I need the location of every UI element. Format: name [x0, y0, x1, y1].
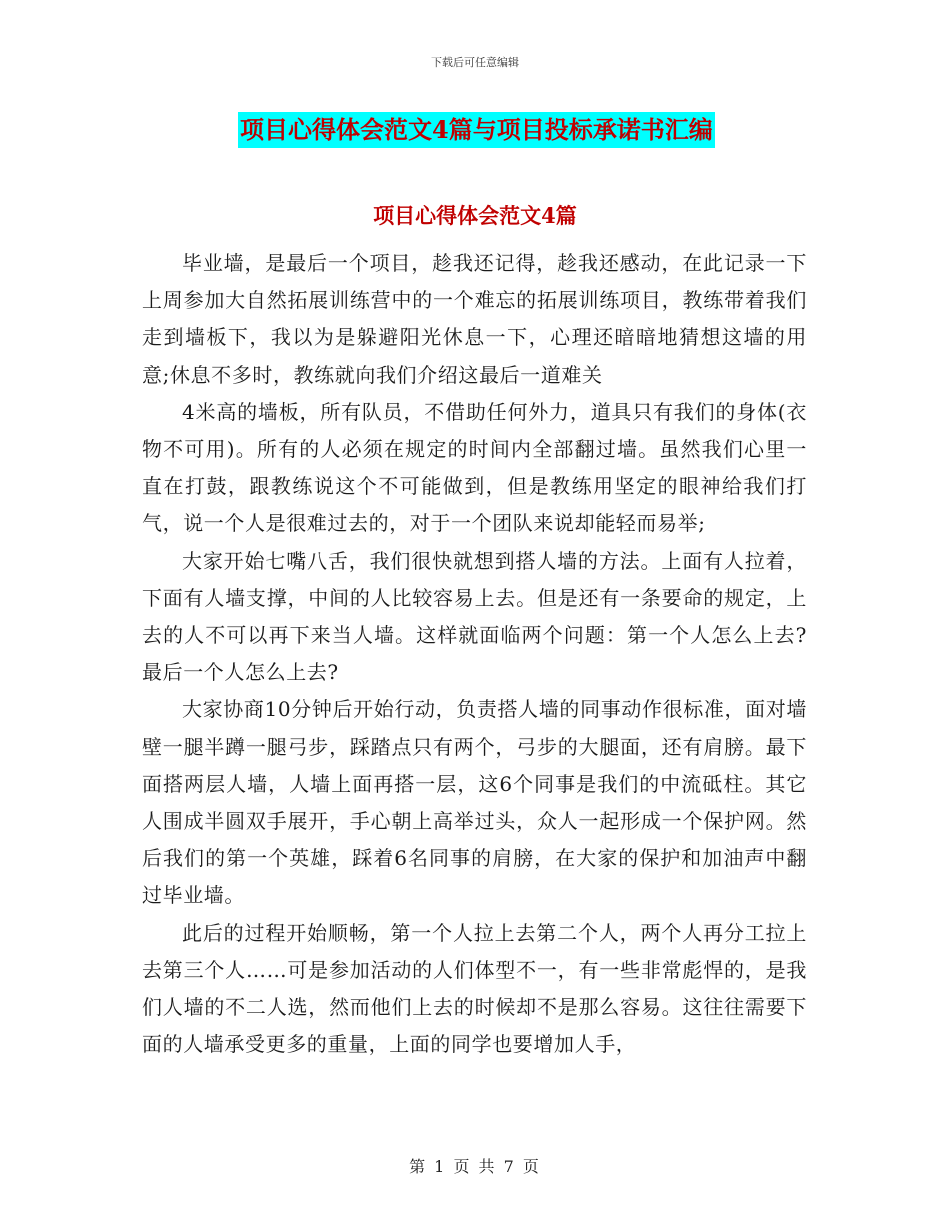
page-number: 第 1 页 共 7 页 — [409, 1157, 541, 1176]
body-text — [142, 245, 807, 1063]
paragraph: 大家开始七嘴八舌，我们很快就想到搭人墙的方法。上面有人拉着，下面有人墙支撑，中间的人比较容易上去。但是还有一条要命的规定，上去的人不可以再下来当人墙。这样就面临两个问题：第一个人怎么上去?最后一个人怎么上去? — [142, 548, 807, 685]
paragraph: 4米高的墙板，所有队员，不借助任何外力，道具只有我们的身体(衣物不可用)。所有的人必须在规定的时间内全部翻过墙。虽然我们心里一直在打鼓，跟教练说这个不可能做到，但是教练用坚定的眼神给我们打气，说一个人是很难过去的，对于一个团队来说却能轻而易举; — [142, 399, 807, 536]
header-note: 下载后可任意编辑 — [431, 56, 519, 69]
section-title: 项目心得体会范文4篇 — [373, 203, 577, 228]
paragraph: 此后的过程开始顺畅，第一个人拉上去第二个人，两个人再分工拉上去第三个人……可是参加活动的人们体型不一，有一些非常彪悍的，是我们人墙的不二人选，然而他们上去的时候却不是那么容易。这往往需要下面的人墙承受更多的重量，上面的同学也要增加人手， — [142, 920, 807, 1057]
paragraph: 毕业墙，是最后一个项目，趁我还记得，趁我还感动，在此记录一下上周参加大自然拓展训练营中的一个难忘的拓展训练项目，教练带着我们走到墙板下，我以为是躲避阳光休息一下，心理还暗暗地猜想这墙的用意;休息不多时，教练就向我们介绍这最后一道难关 — [142, 251, 807, 387]
paragraph: 大家协商10分钟后开始行动，负责搭人墙的同事动作很标准，面对墙壁一腿半蹲一腿弓步，踩踏点只有两个，弓步的大腿面，还有肩膀。最下面搭两层人墙，人墙上面再搭一层，这6个同事是我们的中流砥柱。其它人围成半圆双手展开，手心朝上高举过头，众人一起形成一个保护网。然后我们的第一个英雄，踩着6名同事的肩膀，在大家的保护和加油声中翻过毕业墙。 — [142, 697, 807, 908]
document-main-title: 项目心得体会范文4篇与项目投标承诺书汇编 — [238, 112, 715, 148]
